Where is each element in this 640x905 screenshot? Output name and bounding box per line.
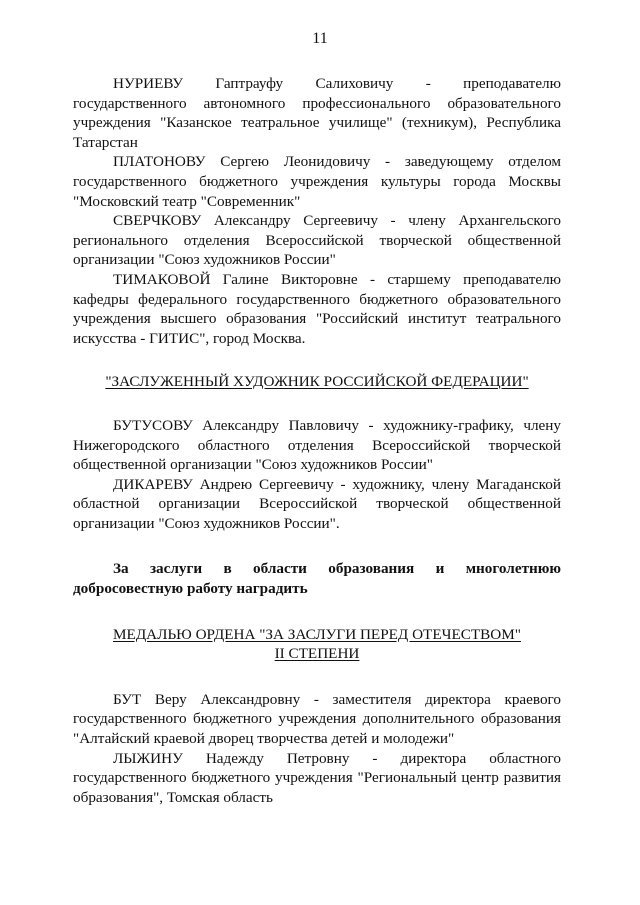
award-recipient-paragraph: ПЛАТОНОВУ Сергею Леонидовичу - заведующему отделом государственного бюджетного учреждения культуры города Москвы "Московский театр "Современник" bbox=[73, 153, 561, 210]
award-intro-text: За заслуги в области образования и многолетнюю добросовестную работу наградить bbox=[73, 560, 561, 598]
award-recipient-paragraph: БУТ Веру Александровну - заместителя директора краевого государственного бюджетного учреждения дополнительного образования "Алтайский краевой дворец творчества детей и молодежи" bbox=[73, 690, 561, 748]
medal-heading-line2: II СТЕПЕНИ bbox=[274, 645, 360, 663]
honorary-title-heading: "ЗАСЛУЖЕННЫЙ ХУДОЖНИК РОССИЙСКОЙ ФЕДЕРАЦИИ" bbox=[105, 373, 529, 391]
award-recipient-paragraph: НУРИЕВУ Гаптрауфу Салиховичу - преподавателю государственного автономного профессионального образовательного учреждения "Казанское театральное училище" (техникум), Республика Татарстан bbox=[73, 75, 561, 151]
award-recipient-paragraph: ДИКАРЕВУ Андрею Сергеевичу - художнику, члену Магаданской областной организации Всероссийской творческой общественной организации "Союз художников России". bbox=[73, 475, 561, 532]
award-recipient-paragraph: ТИМАКОВОЙ Галине Викторовне - старшему преподавателю кафедры федерального государственного бюджетного образовательного учреждения высшего образования "Российский институт театрального искусства - ГИТИС", город Москва. bbox=[73, 270, 561, 347]
award-recipient-paragraph: СВЕРЧКОВУ Александру Сергеевичу - члену Архангельского регионального отделения Всероссийской творческой общественной организации "Союз художников России" bbox=[73, 212, 561, 269]
document-body bbox=[73, 74, 561, 807]
award-recipient-paragraph: ЛЫЖИНУ Надежду Петровну - директора областного государственного бюджетного учреждения "Региональный центр развития образования", Томская область bbox=[73, 749, 561, 806]
medal-heading bbox=[73, 625, 561, 664]
medal-heading-line1: МЕДАЛЬЮ ОРДЕНА "ЗА ЗАСЛУГИ ПЕРЕД ОТЕЧЕСТВОМ" bbox=[113, 625, 521, 643]
page-number: 11 bbox=[312, 30, 328, 47]
award-recipient-paragraph: БУТУСОВУ Александру Павловичу - художнику-графику, члену Нижегородского областного отделения Всероссийской творческой общественной организации "Союз художников России" bbox=[73, 416, 561, 474]
